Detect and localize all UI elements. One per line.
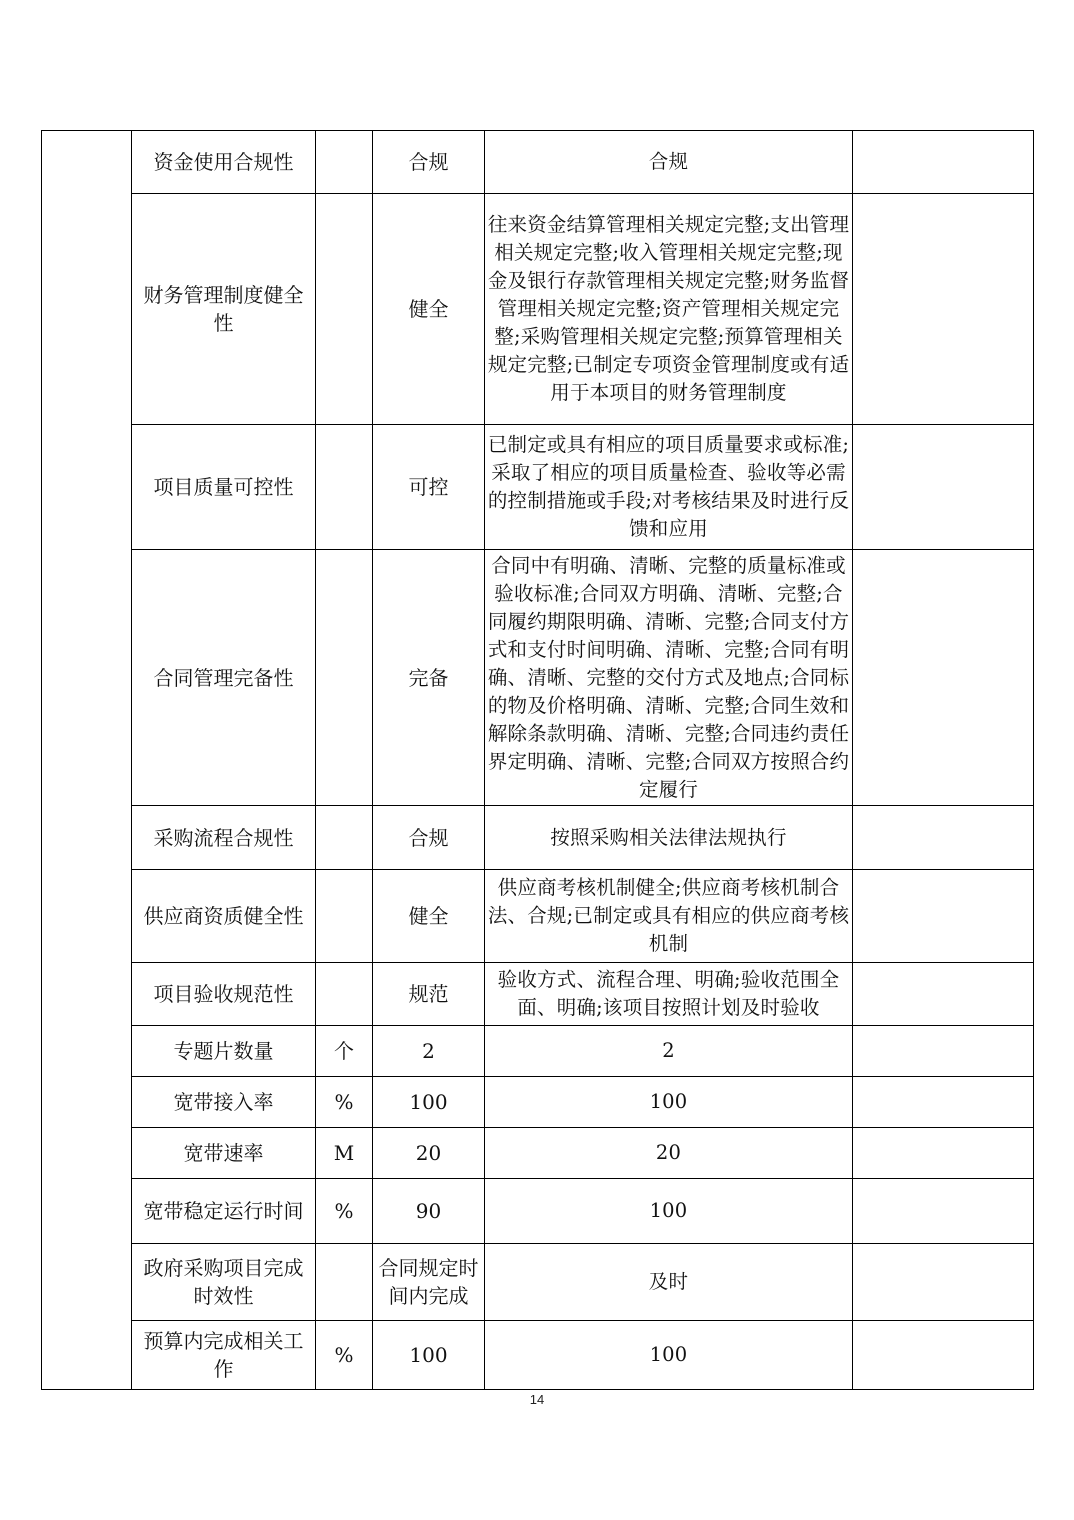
- table-row: [42, 1077, 1034, 1128]
- remarks-cell: [853, 425, 1034, 550]
- remarks-cell: [853, 1077, 1034, 1128]
- indicator-name-cell: 采购流程合规性: [132, 806, 316, 870]
- indicator-name-cell: 预算内完成相关工作: [132, 1321, 316, 1390]
- remarks-cell: [853, 870, 1034, 963]
- table-row: [42, 806, 1034, 870]
- actual-value-cell: 100: [485, 1179, 853, 1244]
- table-row: [42, 550, 1034, 806]
- table-row: [42, 963, 1034, 1026]
- indicator-name-cell: 政府采购项目完成时效性: [132, 1244, 316, 1321]
- unit-cell: M: [316, 1128, 373, 1179]
- remarks-cell: [853, 1244, 1034, 1321]
- actual-value-cell: 验收方式、流程合理、明确;验收范围全面、明确;该项目按照计划及时验收: [485, 963, 853, 1026]
- unit-cell: [316, 806, 373, 870]
- remarks-cell: [853, 194, 1034, 425]
- indicator-name-cell: 资金使用合规性: [132, 131, 316, 194]
- indicator-name-cell: 宽带速率: [132, 1128, 316, 1179]
- actual-value-cell: 合同中有明确、清晰、完整的质量标准或验收标准;合同双方明确、清晰、完整;合同履约期限明确、清晰、完整;合同支付方式和支付时间明确、清晰、完整;合同有明确、清晰、完整的交付方式及地点;合同标的物及价格明确、清晰、完整;合同生效和解除条款明确、清晰、完整;合同违约责任界定明确、清晰、完整;合同双方按照合约定履行: [485, 550, 853, 806]
- table-row: [42, 1026, 1034, 1077]
- unit-cell: %: [316, 1179, 373, 1244]
- indicator-name-cell: 项目质量可控性: [132, 425, 316, 550]
- target-value-cell: 20: [373, 1128, 485, 1179]
- remarks-cell: [853, 1179, 1034, 1244]
- target-value-cell: 合规: [373, 806, 485, 870]
- indicator-name-cell: 宽带稳定运行时间: [132, 1179, 316, 1244]
- remarks-cell: [853, 1026, 1034, 1077]
- target-value-cell: 可控: [373, 425, 485, 550]
- remarks-cell: [853, 963, 1034, 1026]
- remarks-cell: [853, 131, 1034, 194]
- indicator-name-cell: 供应商资质健全性: [132, 870, 316, 963]
- actual-value-cell: 100: [485, 1321, 853, 1390]
- unit-cell: [316, 550, 373, 806]
- actual-value-cell: 及时: [485, 1244, 853, 1321]
- target-value-cell: 合规: [373, 131, 485, 194]
- indicator-name-cell: 项目验收规范性: [132, 963, 316, 1026]
- actual-value-cell: 2: [485, 1026, 853, 1077]
- indicator-name-cell: 宽带接入率: [132, 1077, 316, 1128]
- unit-cell: [316, 194, 373, 425]
- actual-value-cell: 往来资金结算管理相关规定完整;支出管理相关规定完整;收入管理相关规定完整;现金及银行存款管理相关规定完整;财务监督管理相关规定完整;资产管理相关规定完整;采购管理相关规定完整;预算管理相关规定完整;已制定专项资金管理制度或有适用于本项目的财务管理制度: [485, 194, 853, 425]
- unit-cell: [316, 1244, 373, 1321]
- table-row: [42, 425, 1034, 550]
- remarks-cell: [853, 806, 1034, 870]
- target-value-cell: 90: [373, 1179, 485, 1244]
- remarks-cell: [853, 1321, 1034, 1390]
- target-value-cell: 健全: [373, 870, 485, 963]
- actual-value-cell: 合规: [485, 131, 853, 194]
- target-value-cell: 规范: [373, 963, 485, 1026]
- unit-cell: 个: [316, 1026, 373, 1077]
- target-value-cell: 100: [373, 1077, 485, 1128]
- remarks-cell: [853, 1128, 1034, 1179]
- actual-value-cell: 供应商考核机制健全;供应商考核机制合法、合规;已制定或具有相应的供应商考核机制: [485, 870, 853, 963]
- unit-cell: %: [316, 1321, 373, 1390]
- table-row: [42, 194, 1034, 425]
- actual-value-cell: 20: [485, 1128, 853, 1179]
- target-value-cell: 合同规定时间内完成: [373, 1244, 485, 1321]
- target-value-cell: 100: [373, 1321, 485, 1390]
- unit-cell: [316, 425, 373, 550]
- unit-cell: [316, 870, 373, 963]
- unit-cell: [316, 963, 373, 1026]
- category-column-cell: [42, 131, 132, 1390]
- actual-value-cell: 已制定或具有相应的项目质量要求或标准;采取了相应的项目质量检查、验收等必需的控制措施或手段;对考核结果及时进行反馈和应用: [485, 425, 853, 550]
- indicator-name-cell: 财务管理制度健全性: [132, 194, 316, 425]
- performance-indicator-table: [41, 130, 1034, 1390]
- target-value-cell: 2: [373, 1026, 485, 1077]
- table-row: [42, 1128, 1034, 1179]
- table-row: [42, 1321, 1034, 1390]
- page-number: 14: [529, 1392, 545, 1407]
- table-row: [42, 870, 1034, 963]
- indicator-name-cell: 专题片数量: [132, 1026, 316, 1077]
- actual-value-cell: 按照采购相关法律法规执行: [485, 806, 853, 870]
- table-row: [42, 1179, 1034, 1244]
- unit-cell: [316, 131, 373, 194]
- actual-value-cell: 100: [485, 1077, 853, 1128]
- unit-cell: %: [316, 1077, 373, 1128]
- remarks-cell: [853, 550, 1034, 806]
- target-value-cell: 完备: [373, 550, 485, 806]
- target-value-cell: 健全: [373, 194, 485, 425]
- table-row: [42, 131, 1034, 194]
- table-row: [42, 1244, 1034, 1321]
- indicator-name-cell: 合同管理完备性: [132, 550, 316, 806]
